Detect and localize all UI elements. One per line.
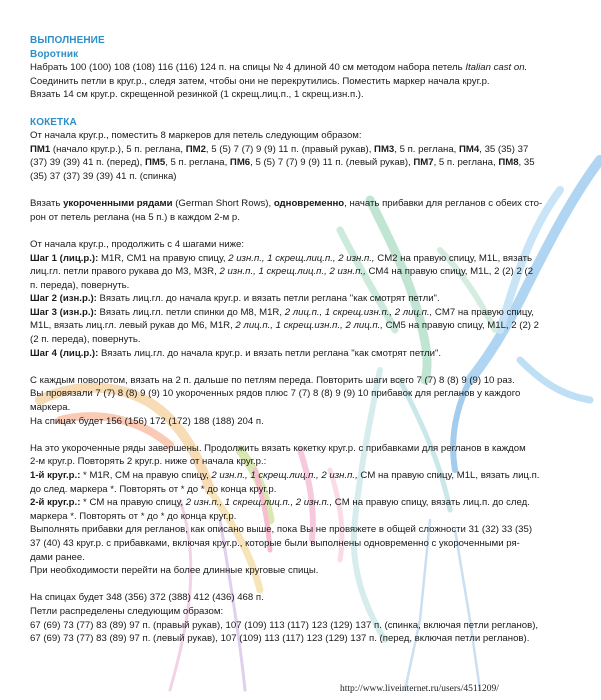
step-3: Шаг 3 (изн.р.): Вязать лиц.гл. петли спинки до M8, M1R, 2 лиц.п., 1 скрещ.изн.п., 2 лиц.п., CM7 на правую спицу, bbox=[30, 306, 534, 318]
distribution-line-1: 67 (69) 73 (77) 83 (89) 97 п. (правый рукав), 107 (109) 113 (117) 123 (129) 137 п. (спинка, включая петли регланов), bbox=[30, 619, 539, 631]
round-2-line-2: маркера *. Повторять от * до * до конца круг.р. bbox=[30, 510, 237, 522]
collar-cast-on: Набрать 100 (100) 108 (108) 116 (116) 124 п. на спицы № 4 длиной 40 см методом набора петель Italian cast on. bbox=[30, 62, 528, 74]
short-rows-line-1: Вязать укороченными рядами (German Short Rows), одновременно, начать прибавки для регланов с обеих сто- bbox=[30, 198, 543, 210]
continue-3: дами ранее. bbox=[30, 551, 85, 563]
distribution-title: Петли распределены следующим образом: bbox=[30, 605, 224, 617]
step-3-line-2: M1L, вязать лиц.гл. левый рукав до M6, M1R, 2 лиц.п., 1 скрещ.изн.п., 2 лиц.п., CM5 на правую спицу, M1L, 2 (2) 2 bbox=[30, 320, 539, 332]
pattern-document bbox=[30, 34, 578, 646]
stitch-count-2: На спицах будет 348 (356) 372 (388) 412 (436) 468 п. bbox=[30, 592, 264, 604]
step-1: Шаг 1 (лиц.р.): M1R, CM1 на правую спицу, 2 изн.п., 1 скрещ.лиц.п., 2 изн.п., CM2 на правую спицу, M1L, вязать bbox=[30, 252, 532, 264]
markers-intro: От начала круг.р., поместить 8 маркеров для петель следующим образом: bbox=[30, 130, 362, 142]
continue-2: 37 (40) 43 круг.р. с прибавками, включая круг.р., которые были выполнены одновременно с укороченными ря- bbox=[30, 537, 520, 549]
step-3-line-3: (2 п. переда), повернуть. bbox=[30, 334, 141, 346]
step-4: Шаг 4 (лиц.р.): Вязать лиц.гл. до начала круг.р. и вязать петли реглана "как смотрят петли". bbox=[30, 347, 442, 359]
section-title: ВЫПОЛНЕНИЕ bbox=[30, 35, 105, 46]
markers-line-2: (37) 39 (39) 41 п. (перед), ПМ5, 5 п. реглана, ПМ6, 5 (5) 7 (7) 9 (9) 11 п. (левый рукав), ПМ7, 5 п. реглана, ПМ8, 35 bbox=[30, 157, 535, 169]
collar-rib: Вязать 14 см круг.р. скрещенной резинкой (1 скрещ.лиц.п., 1 скрещ.изн.п.). bbox=[30, 89, 364, 101]
step-1-line-3: п. переда), повернуть. bbox=[30, 279, 130, 291]
round-1-line-2: до след. маркера *. Повторять от * до * до конца круг.р. bbox=[30, 483, 277, 495]
stitch-count-1: На спицах будет 156 (156) 172 (172) 188 (188) 204 п. bbox=[30, 415, 264, 427]
continue-4: При необходимости перейти на более длинные круговые спицы. bbox=[30, 565, 319, 577]
short-rows-line-2: рон от петель реглана (на 5 п.) в каждом 2-м р. bbox=[30, 211, 240, 223]
distribution-line-2: 67 (69) 73 (77) 83 (89) 97 п. (левый рукав), 107 (109) 113 (117) 123 (129) 137 п. (перед, включая петли регланов). bbox=[30, 633, 530, 645]
step-1-line-2: лиц.гл. петли правого рукава до M3, M3R, 2 изн.п., 1 скрещ.лиц.п., 2 изн.п., CM4 на правую спицу, M1L, 2 (2) 2 (2 bbox=[30, 266, 534, 278]
yoke-heading: КОКЕТКА bbox=[30, 116, 77, 128]
continue-1: Выполнять прибавки для регланов, как описано выше, пока Вы не провяжете в общей сложности 31 (32) 33 (35) bbox=[30, 524, 533, 536]
round-2: 2-й круг.р.: * CM на правую спицу, 2 изн.п., 1 скрещ.лиц.п., 2 изн.п., CM на правую спицу, вязать лиц.п. до след. bbox=[30, 497, 530, 509]
turn-note-1: С каждым поворотом, вязать на 2 п. дальше по петлям переда. Повторить шаги всего 7 (7) 8 (8) 9 (9) 10 раз. bbox=[30, 374, 515, 386]
turn-note-3: маркера. bbox=[30, 402, 71, 414]
collar-heading: Воротник bbox=[30, 48, 79, 60]
short-rows-done-1: На это укороченные ряды завершены. Продолжить вязать кокетку круг.р. с прибавками для регланов в каждом bbox=[30, 442, 526, 454]
source-url[interactable]: http://www.liveinternet.ru/users/4511209/ bbox=[340, 684, 499, 694]
steps-intro: От начала круг.р., продолжить с 4 шагами ниже: bbox=[30, 238, 245, 250]
collar-join: Соединить петли в круг.р., следя затем, чтобы они не перекрутились. Поместить маркер начала круг.р. bbox=[30, 75, 490, 87]
markers-line-3: (35) 37 (37) 39 (39) 41 п. (спинка) bbox=[30, 170, 177, 182]
step-2: Шаг 2 (изн.р.): Вязать лиц.гл. до начала круг.р. и вязать петли реглана "как смотрят петли". bbox=[30, 293, 440, 305]
round-1: 1-й круг.р.: * M1R, CM на правую спицу, 2 изн.п., 1 скрещ.лиц.п., 2 изн.п., CM на правую спицу, M1L, вязать лиц.п. bbox=[30, 470, 540, 481]
markers-line-1: ПМ1 (начало круг.р.), 5 п. реглана, ПМ2, 5 (5) 7 (7) 9 (9) 11 п. (правый рукав), ПМ3, 5 п. реглана, ПМ4, 35 (35) 37 bbox=[30, 143, 529, 155]
short-rows-done-2: 2-м круг.р. Повторять 2 круг.р. ниже от начала круг.р.: bbox=[30, 456, 267, 468]
turn-note-2: Вы провязали 7 (7) 8 (8) 9 (9) 10 укороченных рядов плюс 7 (7) 8 (8) 9 (9) 10 прибавок для регланов у каждого bbox=[30, 388, 521, 400]
